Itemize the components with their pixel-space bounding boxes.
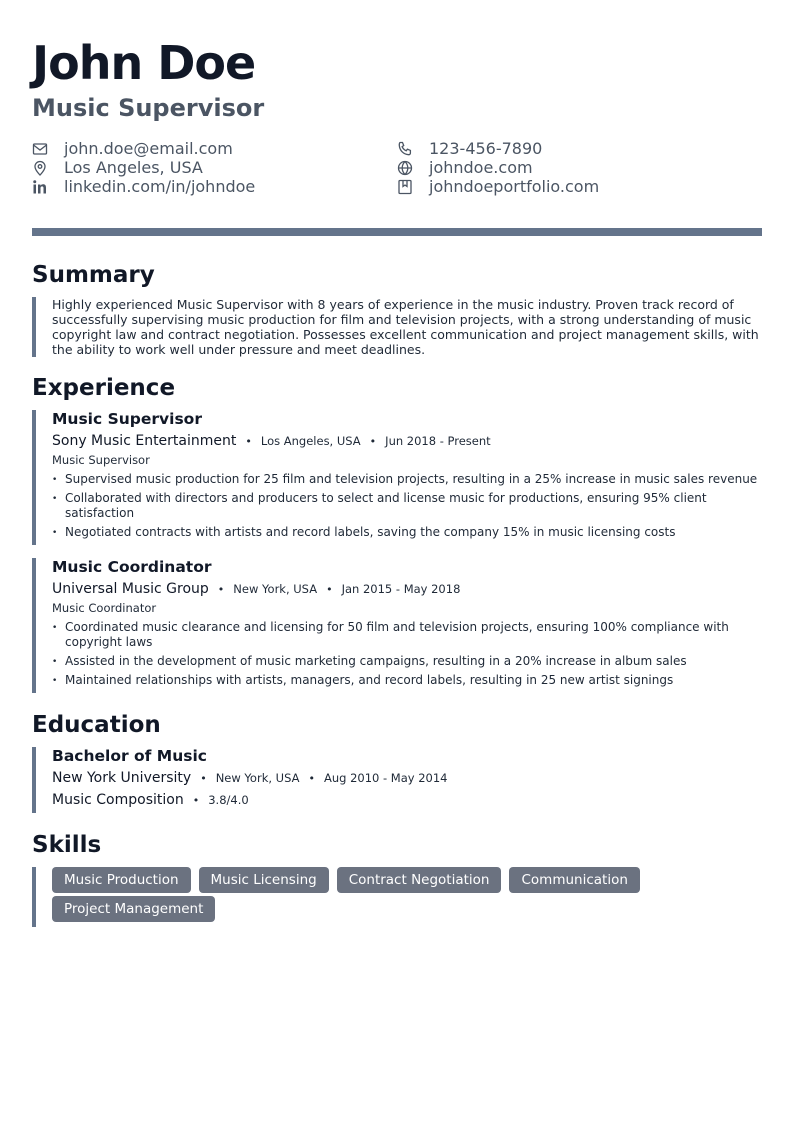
phone-icon [397,141,413,157]
education-dates: Aug 2010 - May 2014 [323,771,448,785]
job-role: Music Supervisor [52,453,150,467]
contact-location [32,158,203,177]
gpa: 3.8/4.0 [208,793,249,807]
website-text: johndoe.com [429,158,533,177]
job-company: Sony Music Entertainment [52,433,237,449]
phone-text: 123-456-7890 [429,139,543,158]
education-field-meta [52,792,762,809]
list-item: • Maintained relationships with artists, managers, and record labels, resulting in 25 new artist signings [52,673,762,688]
skill-tag: Music Production [52,867,191,893]
contact-linkedin[interactable] [32,177,255,196]
contact-email[interactable] [32,139,233,158]
school-location: New York, USA [215,771,300,785]
separator-dot: • [192,794,200,807]
job-role: Music Coordinator [52,601,157,615]
separator-dot: • [245,435,252,448]
job-location: New York, USA [233,582,318,596]
globe-icon [397,160,413,176]
separator-dot: • [369,435,377,448]
summary-heading: Summary [32,262,155,288]
separator-dot: • [200,772,207,785]
location-text: Los Angeles, USA [64,158,203,177]
job-dates: Jan 2015 - May 2018 [341,582,461,596]
degree-title: Bachelor of Music [52,747,207,765]
candidate-name: John Doe [32,36,256,90]
list-item: • Coordinated music clearance and licensing for 50 film and television projects, ensuring 100% compliance with copyright laws [52,620,762,650]
education-heading: Education [32,712,161,738]
candidate-title: Music Supervisor [32,94,265,122]
skill-tag: Project Management [52,896,215,922]
summary-block [32,297,762,357]
skills-list [52,867,752,922]
skill-tag: Communication [509,867,639,893]
job-bullets [52,472,762,540]
field-of-study: Music Composition [52,792,184,808]
job-location: Los Angeles, USA [260,434,361,448]
education-meta [52,770,762,787]
job-meta [52,581,762,598]
contact-website[interactable] [397,158,533,177]
job-bullets [52,620,762,688]
list-item: • Collaborated with directors and producers to select and license music for productions, ensuring 95% client satisfaction [52,491,762,521]
linkedin-icon [32,179,48,195]
portfolio-icon [397,179,413,195]
experience-heading: Experience [32,375,176,401]
job-position: Music Supervisor [52,410,202,428]
email-text: john.doe@email.com [64,139,233,158]
portfolio-text: johndoeportfolio.com [429,177,600,196]
header-divider [32,228,762,236]
contact-portfolio[interactable] [397,177,599,196]
job-company: Universal Music Group [52,581,209,597]
separator-dot: • [326,583,333,596]
skills-block [32,867,762,927]
skill-tag: Contract Negotiation [337,867,502,893]
separator-dot: • [217,583,225,596]
list-item: • Negotiated contracts with artists and record labels, saving the company 15% in music licensing costs [52,525,762,540]
contact-phone[interactable] [397,139,542,158]
job-entry [32,558,762,693]
mail-icon [32,141,48,157]
skill-tag: Music Licensing [199,867,329,893]
school-name: New York University [52,770,192,786]
skills-heading: Skills [32,832,102,858]
location-pin-icon [32,160,48,176]
separator-dot: • [308,772,315,785]
summary-text: Highly experienced Music Supervisor with 8 years of experience in the music industry. Proven track record of successfully supervising music production for film and television projects, with a strong understanding of music copyright law and contract negotiation. Possesses excellent communication and project management skills, with the ability to work well under pressure and meet deadlines. [52,297,759,357]
list-item: • Assisted in the development of music marketing campaigns, resulting in a 20% increase in album sales [52,654,762,669]
education-entry [32,747,762,813]
job-position: Music Coordinator [52,558,212,576]
list-item: • Supervised music production for 25 film and television projects, resulting in a 25% increase in music sales revenue [52,472,762,487]
job-entry [32,410,762,545]
job-meta [52,433,762,450]
linkedin-text: linkedin.com/in/johndoe [64,177,256,196]
job-dates: Jun 2018 - Present [385,434,491,448]
